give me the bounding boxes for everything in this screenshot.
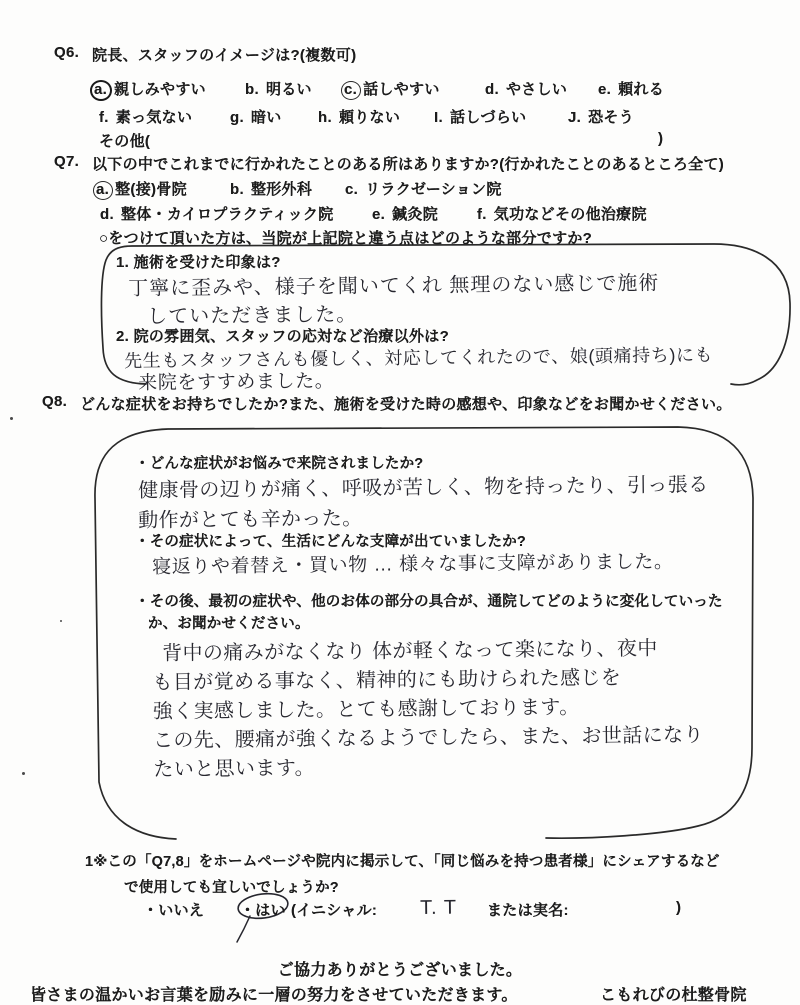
option-label: 頼りない [338, 109, 401, 126]
consent-initial-label: (イニシャル: [291, 902, 378, 919]
option-key: f. [99, 109, 109, 126]
consent-note: で使用しても宜しいでしょうか? [124, 880, 339, 896]
consent-note: 1※この「Q7,8」をホームページや院内に掲示して、「同じ悩みを持つ患者様」にシェアするなど [85, 854, 720, 870]
q7-option-c [345, 178, 502, 199]
option-key: h. [318, 109, 332, 126]
handwriting-line: この先、腰痛が強くなるようでしたら、また、お世話になり [152, 724, 704, 752]
option-label: 整(接)骨院 [115, 181, 187, 198]
q7-option-f [477, 203, 647, 224]
option-label: 頼れる [618, 81, 665, 98]
option-key: f. [477, 206, 487, 223]
consent-realname-label: または実名: [487, 902, 569, 919]
option-key-circled: a. [90, 80, 112, 101]
q6-option-e [598, 78, 664, 99]
option-key: b. [245, 81, 259, 98]
handwriting-line: も目が覚める事なく、精神的にも助けられた感じを [152, 667, 622, 694]
scan-speck [10, 417, 13, 420]
option-key: d. [485, 81, 499, 98]
q6-option-b [245, 78, 312, 99]
q6-other-close-paren: ) [658, 130, 664, 147]
consent-yes-option: ・はい [240, 902, 286, 919]
q8-answer1-handwriting: 健康骨の辺りが痛く、呼吸が苦しく、物を持ったり、引っ張る [138, 474, 709, 502]
q8-prompt3: ・その後、最初の症状や、他のお体の部分の具合が、通院してどのように変化していった [135, 594, 723, 610]
q6-number: Q6. [54, 44, 80, 61]
q6-option-i [434, 106, 526, 127]
q8-answer3-handwriting [152, 634, 704, 785]
option-label: 整体・カイロプラクティック院 [120, 206, 334, 223]
consent-close-paren: ) [676, 899, 682, 916]
option-label: 話しづらい [449, 109, 527, 126]
option-label: 暗い [250, 109, 282, 126]
option-label: 親しみやすい [114, 81, 206, 98]
q6-question: 院長、スタッフのイメージは?(複数可) [92, 47, 357, 64]
handwriting-line: 背中の痛みがなくなり 体が軽くなって楽になり、夜中 [162, 637, 658, 665]
option-key: d. [100, 206, 114, 223]
q7-item1-answer-handwriting: していただきました。 [147, 303, 358, 328]
option-label: 素っ気ない [115, 109, 193, 126]
q8-prompt3: か、お聞かせください。 [148, 616, 310, 632]
option-label: 恐そう [588, 109, 635, 126]
option-key-circled: c. [341, 81, 361, 100]
option-label: 整形外科 [250, 181, 313, 198]
option-label: やさしい [505, 81, 568, 98]
q8-prompt1: ・どんな症状がお悩みで来院されましたか? [135, 456, 424, 472]
q7-option-b [230, 178, 312, 199]
q6-option-c [345, 78, 440, 99]
handwriting-line: 強く実感しました。とても感謝しております。 [152, 696, 580, 723]
q7-item2-label: 2. 院の雰囲気、スタッフの応対など治療以外は? [116, 328, 450, 345]
option-key: e. [598, 81, 612, 98]
q7-followup-question: ○をつけて頂いた方は、当院が上記院と違う点はどのような部分ですか? [99, 230, 593, 247]
q6-other-label: その他( [99, 133, 151, 150]
scan-speck [22, 772, 25, 775]
option-label: 明るい [265, 81, 312, 98]
q7-item1-answer-handwriting: 丁寧に歪みや、様子を聞いてくれ 無理のない感じで施術 [128, 272, 660, 300]
footer-message: 皆さまの温かいお言葉を励みに一層の努力をさせていただきます。 [30, 987, 518, 1004]
option-key: c. [345, 181, 359, 198]
q6-option-j [568, 106, 634, 127]
option-key-circled: a. [93, 181, 113, 200]
footer-thanks: ご協力ありがとうございました。 [277, 962, 523, 979]
q8-number: Q8. [42, 393, 68, 410]
q7-number: Q7. [54, 153, 80, 170]
q8-answer1-handwriting: 動作がとても辛かった。 [138, 507, 363, 532]
option-label: 気功などその他治療院 [493, 206, 647, 223]
q7-question: 以下の中でこれまでに行かれたことのある所はありますか?(行かれたことのあるところ全て) [92, 156, 725, 173]
option-label: リラクゼーション院 [365, 181, 502, 198]
q6-option-a [94, 78, 206, 99]
handwriting-line: たいと思います。 [153, 757, 316, 781]
q8-prompt2: ・その症状によって、生活にどんな支障が出ていましたか? [135, 534, 526, 550]
q7-item2-answer-handwriting: 先生もスタッフさんも優しく、対応してくれたので、娘(頭痛持ち)にも [124, 344, 714, 371]
q6-option-f [99, 106, 192, 127]
q6-option-h [318, 106, 400, 127]
q8-answer2-handwriting: 寝返りや着替え・買い物 … 様々な事に支障がありました。 [152, 551, 674, 578]
q7-option-d [100, 203, 334, 224]
q6-option-g [230, 106, 282, 127]
q7-option-a [97, 178, 187, 199]
consent-no-option: ・いいえ [143, 902, 205, 919]
q6-option-d [485, 78, 567, 99]
option-label: 話しやすい [363, 81, 440, 98]
option-key: J. [568, 109, 582, 126]
clinic-name: こもれびの杜整骨院 [600, 987, 747, 1004]
scan-speck [60, 620, 62, 622]
option-key: I. [434, 109, 443, 126]
consent-initial-handwriting: T. T [420, 896, 458, 919]
q7-item1-label: 1. 施術を受けた印象は? [116, 254, 281, 271]
option-label: 鍼灸院 [392, 206, 439, 223]
option-key: g. [230, 109, 244, 126]
option-key: e. [372, 206, 386, 223]
option-key: b. [230, 181, 244, 198]
q8-question: どんな症状をお持ちでしたか?また、施術を受けた時の感想や、印象などをお聞かせください。 [80, 396, 732, 413]
q7-option-e [372, 203, 438, 224]
q7-item2-answer-handwriting: 来院をすすめました。 [138, 370, 335, 394]
